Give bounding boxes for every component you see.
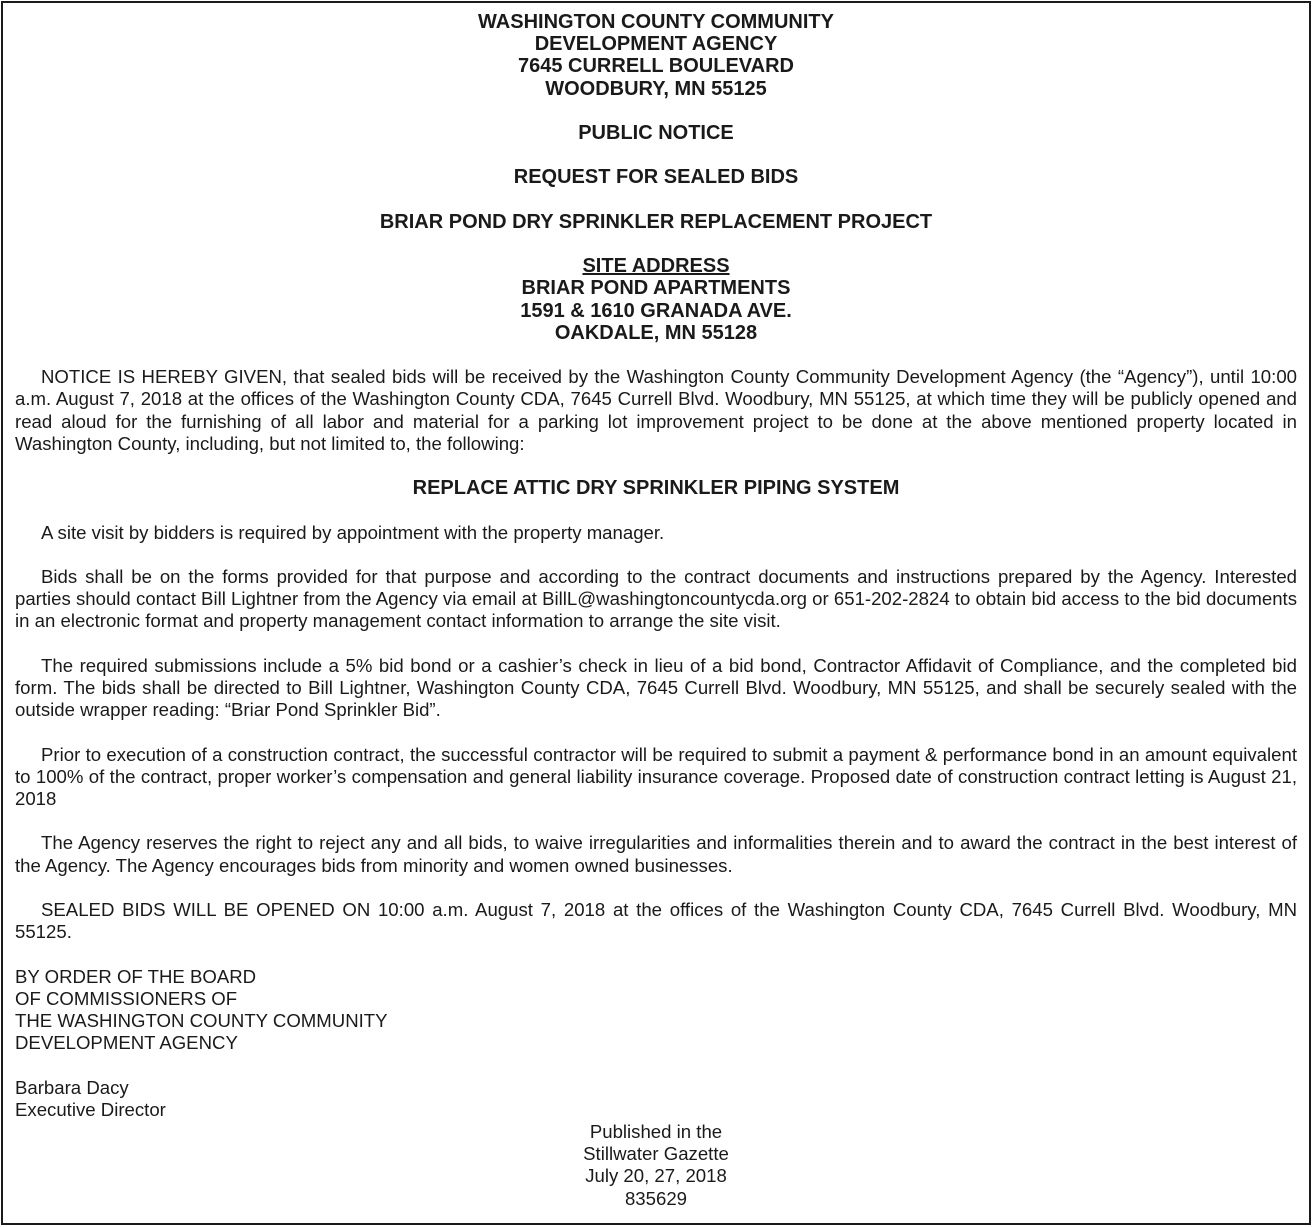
signature-block	[15, 966, 1297, 1121]
signatory-name: Barbara Dacy	[15, 1076, 129, 1098]
opening-paragraph: SEALED BIDS WILL BE OPENED ON 10:00 a.m. August 7, 2018 at the offices of the Washington County CDA, 7645 Currell Blvd. Woodbury, MN 55125.	[15, 898, 1297, 943]
site-visit-paragraph: A site visit by bidders is required by appointment with the property manager.	[41, 521, 665, 543]
site-address-block	[15, 255, 1297, 344]
publication-block	[15, 1121, 1297, 1210]
order-line-1: BY ORDER OF THE BOARD	[15, 965, 257, 987]
publication-line-1: Published in the	[589, 1120, 723, 1142]
agency-street-address: 7645 CURRELL BOULEVARD	[518, 55, 794, 78]
site-name: BRIAR POND APARTMENTS	[521, 277, 791, 300]
notice-paragraph: NOTICE IS HEREBY GIVEN, that sealed bids will be received by the Washington County Community Development Agency (the “Agency”), until 10:00 a.m. August 7, 2018 at the offices of the Washington County CDA, 7645 Currell Blvd. Woodbury, MN 55125, at which time they will be publicly opened and read aloud for the furnishing of all labor and material for a parking lot improvement project to be done at the above mentioned property located in Washington County, including, but not limited to, the following:	[15, 366, 1297, 454]
reserves-paragraph: The Agency reserves the right to reject any and all bids, to waive irregularities and informalities therein and to award the contract in the best interest of the Agency. The Agency encourages bids from minority and women owned businesses.	[15, 832, 1297, 876]
agency-name-line-1: WASHINGTON COUNTY COMMUNITY	[478, 11, 834, 33]
site-street: 1591 & 1610 GRANADA AVE.	[520, 299, 792, 322]
order-line-3: THE WASHINGTON COUNTY COMMUNITY	[15, 1009, 388, 1031]
request-title: REQUEST FOR SEALED BIDS	[513, 166, 799, 189]
bond-paragraph: Prior to execution of a construction contract, the successful contractor will be required to submit a payment & performance bond in an amount equivalent to 100% of the contract, proper worker’s compensation and general liability insurance coverage. Proposed date of construction contract letting is August 21, 2018	[15, 743, 1297, 809]
agency-city-state-zip: WOODBURY, MN 55125	[545, 77, 767, 100]
public-notice-title: PUBLIC NOTICE	[578, 122, 734, 144]
scope-heading: REPLACE ATTIC DRY SPRINKLER PIPING SYSTEM	[412, 477, 900, 500]
publication-dates: July 20, 27, 2018	[585, 1165, 727, 1187]
publication-id: 835629	[624, 1187, 688, 1209]
publication-newspaper: Stillwater Gazette	[583, 1143, 729, 1165]
public-notice-document	[1, 1, 1311, 1225]
submissions-paragraph: The required submissions include a 5% bid bond or a cashier’s check in lieu of a bid bond, Contractor Affidavit of Compliance, and the completed bid form. The bids shall be directed to Bill Lightner, Washington County CDA, 7645 Currell Blvd. Woodbury, MN 55125, and shall be securely sealed with the outside wrapper reading: “Briar Pond Sprinkler Bid”.	[15, 654, 1297, 721]
signatory-title: Executive Director	[15, 1098, 166, 1120]
site-city-state-zip: OAKDALE, MN 55128	[554, 321, 758, 344]
agency-header	[15, 11, 1297, 100]
project-title: BRIAR POND DRY SPRINKLER REPLACEMENT PROJECT	[379, 210, 933, 233]
agency-name-line-2: DEVELOPMENT AGENCY	[534, 33, 778, 56]
order-line-4: DEVELOPMENT AGENCY	[15, 1032, 238, 1054]
bid-forms-paragraph: Bids shall be on the forms provided for that purpose and according to the contract documents and instructions prepared by the Agency. Interested parties should contact Bill Lightner from the Agency via email at BillL@washingtoncountycda.org or 651-202-2824 to obtain bid access to the bid documents in an electronic format and property management contact information to arrange the site visit.	[15, 565, 1297, 632]
site-address-label: SITE ADDRESS	[582, 255, 730, 278]
order-line-2: OF COMMISSIONERS OF	[15, 987, 238, 1009]
